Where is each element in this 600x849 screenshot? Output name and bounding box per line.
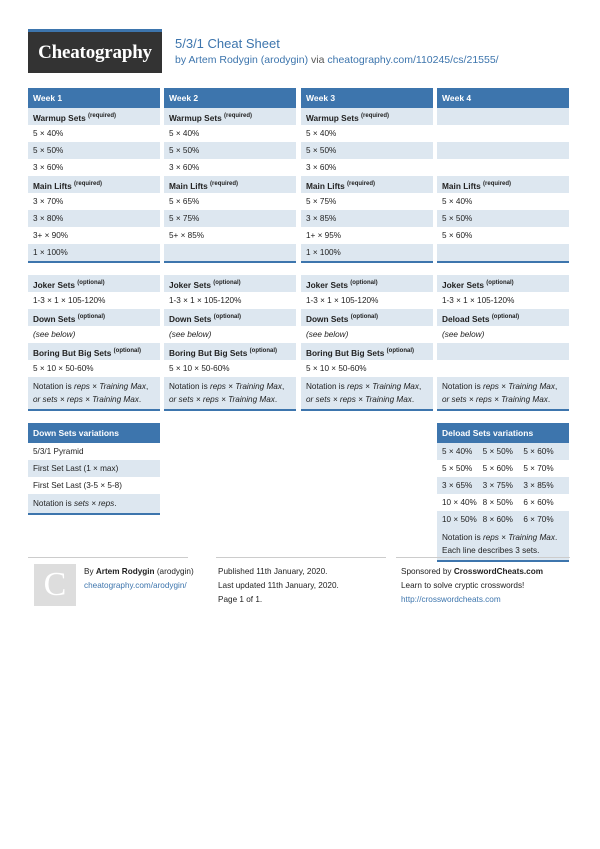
week-1-title: Week 1 <box>28 88 160 108</box>
list-item: First Set Last (1 × max) <box>28 460 160 477</box>
list-item: 1 × 100% <box>28 244 160 261</box>
sponsor-name: CrosswordCheats.com <box>453 567 543 576</box>
down-label: Down Sets <box>33 314 76 324</box>
week-2-card <box>164 88 296 263</box>
list-item: (see below) <box>33 330 76 339</box>
main-label: Main Lifts <box>33 181 72 191</box>
table-row: 10 × 40% 8 × 50% 6 × 60% <box>442 498 554 507</box>
list-item: 5/3/1 Pyramid <box>33 447 84 456</box>
optional-tag: (optional) <box>77 314 106 320</box>
required-tag: (required) <box>88 113 117 119</box>
list-item: 5 × 40% <box>33 129 64 138</box>
list-item: 1-3 × 1 × 105-120% <box>306 296 379 305</box>
deload-sets-heading: Deload Sets $^{(optional)}$ <box>437 309 569 326</box>
week-3-title: Week 3 <box>301 88 433 108</box>
table-row: 3 × 65% 3 × 75% 3 × 85% <box>437 477 569 494</box>
warmup-sets-heading <box>28 108 160 125</box>
column-week-1 <box>28 88 160 515</box>
warmup-sets-heading: Warmup Sets $^{(required)}$ <box>301 108 433 125</box>
logo-text: Cheatography <box>38 42 152 63</box>
footer <box>28 557 570 617</box>
list-item: 5 × 10 × 50-60% <box>33 364 94 373</box>
down-variations-title: Down Sets variations <box>28 423 160 443</box>
required-tag: (required) <box>74 181 103 187</box>
bbb-sets-heading: Boring But Big Sets $^{(optional)}$ <box>164 343 296 360</box>
column-week-2 <box>164 88 296 411</box>
empty-row <box>437 343 569 360</box>
cheatography-logo[interactable] <box>28 29 162 73</box>
list-item: 5 × 50% <box>164 142 296 159</box>
list-item: 1+ × 95% <box>306 231 342 240</box>
list-item: 5 × 10 × 50-60% <box>306 364 367 373</box>
footer-dates: Published 11th January, 2020. Last updated 11th January, 2020. Page 1 of 1. <box>218 567 339 604</box>
avatar: C <box>34 564 76 606</box>
footer-sponsor: Sponsored by CrosswordCheats.com Learn to solve cryptic crosswords! http://crosswordcheats.com <box>401 567 543 604</box>
empty-row <box>437 159 569 176</box>
empty-row <box>164 244 296 261</box>
week-4-assist-card <box>437 275 569 411</box>
byline <box>175 54 499 66</box>
week-1-card <box>28 88 160 263</box>
empty-row <box>437 108 569 125</box>
notation-note: Notation is reps × Training Max, or sets × reps × Training Max. <box>301 377 433 411</box>
list-item: 5 × 75% <box>164 210 296 227</box>
list-item: 3+ × 90% <box>33 231 69 240</box>
main-lifts-heading <box>28 176 160 193</box>
author-name: Artem Rodygin <box>95 567 155 576</box>
list-item: 3 × 80% <box>28 210 160 227</box>
list-item: 5 × 65% <box>169 197 200 206</box>
bbb-sets-heading: Boring But Big Sets $^{(optional)}$ <box>301 343 433 360</box>
list-item: (see below) <box>306 330 349 339</box>
list-item: 5+ × 85% <box>169 231 205 240</box>
list-item: 5 × 50% <box>301 142 433 159</box>
bbb-sets-heading <box>28 343 160 360</box>
warmup-sets-heading: Warmup Sets $^{(required)}$ <box>164 108 296 125</box>
list-item: 5 × 50% <box>437 210 569 227</box>
list-item: 1-3 × 1 × 105-120% <box>442 296 515 305</box>
bbb-label: Boring But Big Sets <box>33 348 112 358</box>
week-3-assist-card <box>301 275 433 411</box>
joker-sets-heading: Joker Sets $^{(optional)}$ <box>301 275 433 292</box>
sheet-url-link[interactable]: cheatography.com/110245/cs/21555/ <box>327 54 499 66</box>
footer-author: By Artem Rodygin (arodygin) cheatography.com/arodygin/ <box>84 567 194 590</box>
list-item: 5 × 40% <box>442 197 473 206</box>
list-item: 5 × 40% <box>306 129 337 138</box>
down-sets-heading <box>28 309 160 326</box>
deload-sets-variations-card <box>437 423 569 562</box>
down-sets-variations-card <box>28 423 160 515</box>
list-item: 3 × 85% <box>301 210 433 227</box>
list-item: 3 × 60% <box>306 163 337 172</box>
list-item: 5 × 60% <box>442 231 473 240</box>
empty-row <box>437 142 569 159</box>
list-item: 3 × 60% <box>169 163 200 172</box>
week-3-card <box>301 88 433 263</box>
empty-row <box>437 125 569 142</box>
page-title: 5/3/1 Cheat Sheet <box>175 36 280 51</box>
notation-note: Notation is reps × Training Max, or sets × reps × Training Max. <box>164 377 296 411</box>
main-lifts-heading: Main Lifts $^{(required)}$ <box>301 176 433 193</box>
byline-via: via <box>311 54 325 66</box>
table-row: 5 × 40% 5 × 50% 5 × 60% <box>437 443 569 460</box>
notation-note: Notation is sets × reps. <box>28 494 160 515</box>
main-lifts-heading: Main Lifts $^{(required)}$ <box>164 176 296 193</box>
list-item: 3 × 60% <box>33 163 64 172</box>
list-item: (see below) <box>442 330 485 339</box>
deload-variations-title: Deload Sets variations <box>437 423 569 443</box>
table-row: 10 × 50% 8 × 60% 6 × 70% <box>437 511 569 528</box>
week-4-title: Week 4 <box>437 88 569 108</box>
list-item: 1 × 100% <box>301 244 433 261</box>
column-week-4 <box>437 88 569 562</box>
list-item: 5 × 50% <box>28 142 160 159</box>
author-link[interactable]: Artem Rodygin (arodygin) <box>188 54 309 66</box>
byline-prefix: by <box>175 54 187 66</box>
list-item: 5 × 75% <box>306 197 337 206</box>
list-item: 5 × 40% <box>169 129 200 138</box>
notation-note: Notation is reps × Training Max. Each line describes 3 sets. <box>437 528 569 562</box>
joker-sets-heading: Joker Sets $^{(optional)}$ <box>164 275 296 292</box>
empty-row <box>437 360 569 377</box>
list-item: First Set Last (3-5 × 5-8) <box>33 481 122 490</box>
week-4-card <box>437 88 569 263</box>
table-row: 5 × 50% 5 × 60% 5 × 70% <box>442 464 554 473</box>
list-item: (see below) <box>169 330 212 339</box>
down-sets-heading: Down Sets $^{(optional)}$ <box>301 309 433 326</box>
empty-row <box>437 244 569 261</box>
optional-tag: (optional) <box>77 280 105 286</box>
list-item: 3 × 70% <box>33 197 64 206</box>
author-profile-link[interactable]: cheatography.com/arodygin/ <box>84 581 187 590</box>
joker-sets-heading <box>28 275 160 292</box>
notation-note: Notation is reps × Training Max, or sets × reps × Training Max. <box>28 377 160 411</box>
joker-sets-heading: Joker Sets $^{(optional)}$ <box>437 275 569 292</box>
optional-tag: (optional) <box>113 348 141 354</box>
list-item: 5 × 10 × 50-60% <box>169 364 230 373</box>
column-week-3 <box>301 88 433 411</box>
week-2-assist-card <box>164 275 296 411</box>
sponsor-link[interactable]: http://crosswordcheats.com <box>401 595 501 604</box>
joker-label: Joker Sets <box>33 280 75 290</box>
main-lifts-heading: Main Lifts $^{(required)}$ <box>437 176 569 193</box>
list-item: 1-3 × 1 × 105-120% <box>33 296 106 305</box>
warmup-label: Warmup Sets <box>33 113 86 123</box>
down-sets-heading: Down Sets $^{(optional)}$ <box>164 309 296 326</box>
list-item: 1-3 × 1 × 105-120% <box>169 296 242 305</box>
week-2-title: Week 2 <box>164 88 296 108</box>
week-1-assist-card <box>28 275 160 411</box>
notation-note: Notation is reps × Training Max, or sets × reps × Training Max. <box>437 377 569 411</box>
